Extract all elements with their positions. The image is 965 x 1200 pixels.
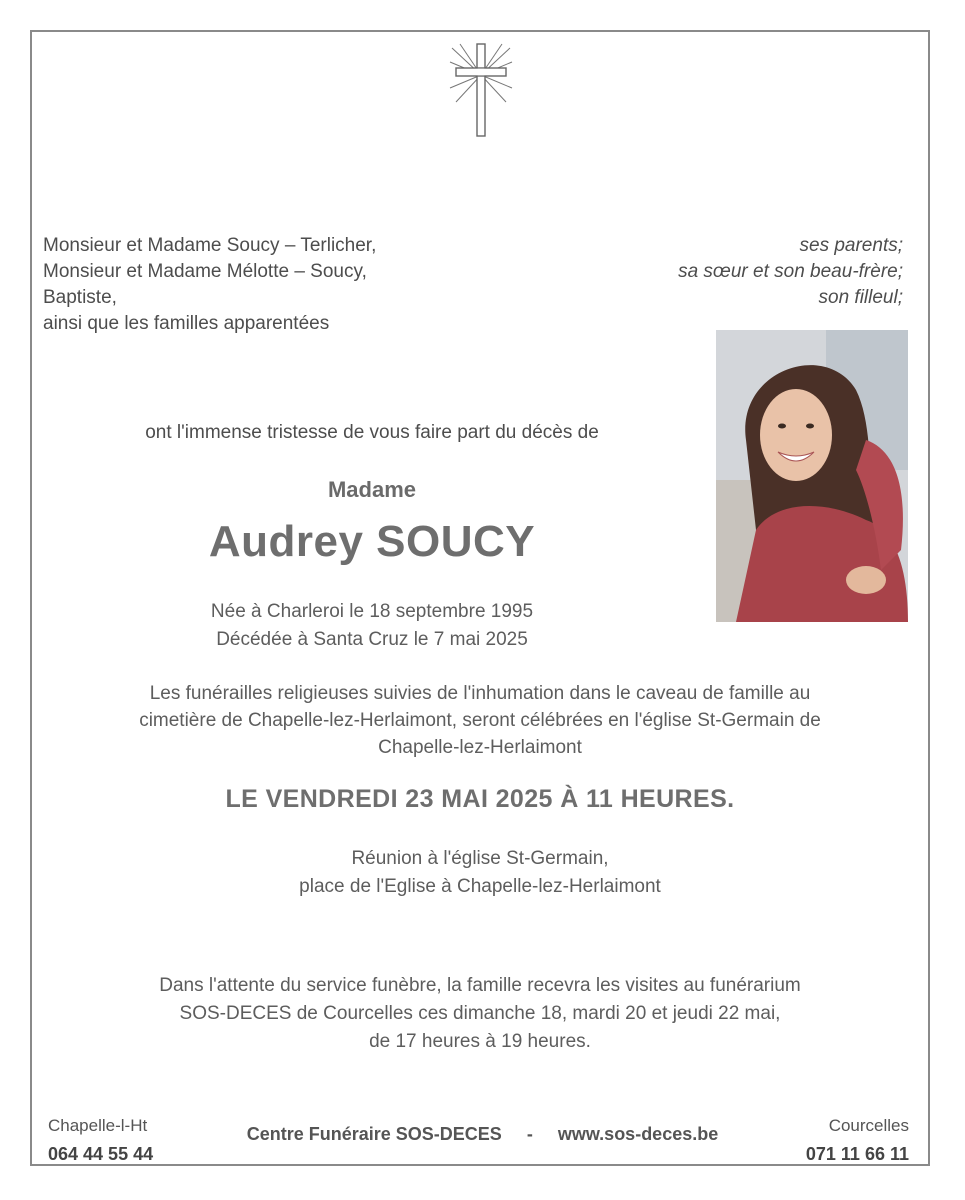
visits-line: SOS-DECES de Courcelles ces dimanche 18, mardi 20 et jeudi 22 mai, bbox=[179, 1003, 781, 1024]
visits-line: Dans l'attente du service funèbre, la famille recevra les visites au funérarium bbox=[159, 975, 801, 996]
relation-line: sa sœur et son beau-frère; bbox=[678, 261, 903, 282]
deceased-name: Audrey SOUCY bbox=[208, 517, 536, 566]
funeral-line: Chapelle-lez-Herlaimont bbox=[378, 737, 582, 758]
family-relations-right bbox=[678, 233, 903, 311]
visits-info bbox=[40, 972, 920, 1056]
funeral-line: cimetière de Chapelle-lez-Herlaimont, seront célébrées en l'église St-Germain de bbox=[139, 710, 821, 731]
footer-separator: - bbox=[526, 1124, 533, 1144]
family-line: Monsieur et Madame Soucy – Terlicher, bbox=[43, 235, 377, 256]
footer-left-city: Chapelle-l-Ht bbox=[48, 1116, 148, 1135]
relation-line: son filleul; bbox=[818, 287, 903, 308]
funeral-center-name: Centre Funéraire SOS-DECES bbox=[246, 1124, 502, 1144]
footer-right-city: Courcelles bbox=[828, 1116, 909, 1135]
cross-icon bbox=[448, 40, 514, 140]
website-link[interactable]: www.sos-deces.be bbox=[557, 1124, 719, 1144]
family-line: Monsieur et Madame Mélotte – Soucy, bbox=[43, 261, 367, 282]
death-line: Décédée à Santa Cruz le 7 mai 2025 bbox=[216, 629, 528, 650]
family-line: ainsi que les familles apparentées bbox=[43, 313, 330, 334]
reunion-line: place de l'Eglise à Chapelle-lez-Herlaimont bbox=[299, 876, 661, 897]
footer-right bbox=[806, 1112, 909, 1168]
funeral-date: LE VENDREDI 23 MAI 2025 À 11 HEURES. bbox=[225, 785, 735, 813]
funeral-details bbox=[40, 680, 920, 761]
life-dates bbox=[0, 598, 744, 654]
visits-line: de 17 heures à 19 heures. bbox=[369, 1031, 591, 1052]
footer-left-phone: 064 44 55 44 bbox=[48, 1144, 154, 1164]
funeral-line: Les funérailles religieuses suivies de l'inhumation dans le caveau de famille au bbox=[149, 683, 811, 704]
relation-line: ses parents; bbox=[799, 235, 903, 256]
family-line: Baptiste, bbox=[43, 287, 117, 308]
portrait-photo bbox=[716, 330, 908, 622]
reunion-line: Réunion à l'église St-Germain, bbox=[351, 848, 609, 869]
family-list-left bbox=[43, 233, 376, 337]
announcement-intro: ont l'immense tristesse de vous faire part du décès de bbox=[145, 422, 599, 443]
footer-right-phone: 071 11 66 11 bbox=[805, 1144, 909, 1164]
deceased-title: Madame bbox=[327, 477, 417, 502]
birth-line: Née à Charleroi le 18 septembre 1995 bbox=[210, 601, 534, 622]
reunion-info bbox=[40, 845, 920, 901]
